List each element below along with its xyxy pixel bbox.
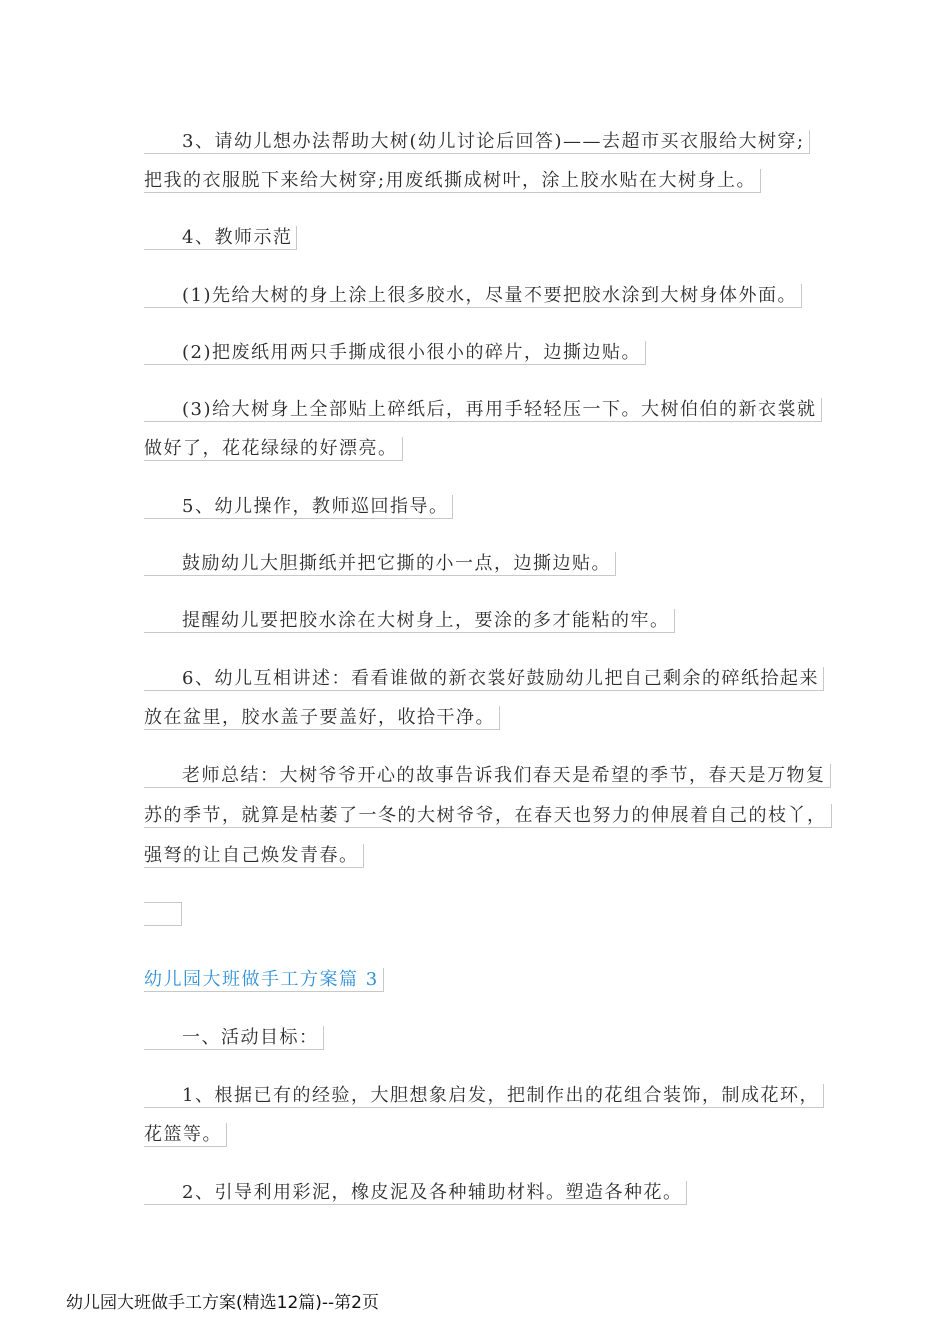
paragraph-3-line-1: 3、请幼儿想办法帮助大树(幼儿讨论后回答)——去超市买衣服给大树穿; (144, 130, 810, 154)
paragraph-5-note-2: 提醒幼儿要把胶水涂在大树身上，要涂的多才能粘的牢。 (144, 609, 675, 633)
paragraph-5-note-1: 鼓励幼儿大胆撕纸并把它撕的小一点，边撕边贴。 (144, 552, 616, 576)
summary-line-3: 强弩的让自己焕发青春。 (144, 844, 364, 868)
paragraph-4-step-2: (2)把废纸用两只手撕成很小很小的碎片，边撕边贴。 (144, 341, 646, 365)
empty-paragraph-box (144, 902, 182, 926)
goal-1-line-1: 1、根据已有的经验，大胆想象启发，把制作出的花组合装饰，制成花环， (144, 1084, 824, 1108)
page-footer: 幼儿园大班做手工方案(精选12篇)--第2页 (66, 1293, 379, 1313)
paragraph-4-step-1: (1)先给大树的身上涂上很多胶水，尽量不要把胶水涂到大树身体外面。 (144, 284, 802, 308)
paragraph-6-line-2: 放在盆里，胶水盖子要盖好，收拾干净。 (144, 706, 500, 730)
summary-line-1: 老师总结：大树爷爷开心的故事告诉我们春天是希望的季节，春天是万物复 (144, 764, 831, 788)
paragraph-4-step-3-line-1: (3)给大树身上全部贴上碎纸后，再用手轻轻压一下。大树伯伯的新衣裳就 (144, 398, 822, 422)
paragraph-4-line-1: 4、教师示范 (144, 226, 297, 250)
section-heading: 幼儿园大班做手工方案篇 3 (144, 968, 384, 992)
paragraph-6-line-1: 6、幼儿互相讲述：看看谁做的新衣裳好鼓励幼儿把自己剩余的碎纸拾起来 (144, 667, 824, 691)
goal-2-line-1: 2、引导利用彩泥，橡皮泥及各种辅助材料。塑造各种花。 (144, 1181, 687, 1205)
paragraph-3-line-2: 把我的衣服脱下来给大树穿;用废纸撕成树叶，涂上胶水贴在大树身上。 (144, 169, 761, 193)
paragraph-5-line-1: 5、幼儿操作，教师巡回指导。 (144, 495, 453, 519)
summary-line-2: 苏的季节，就算是枯萎了一冬的大树爷爷，在春天也努力的伸展着自己的枝丫， (144, 804, 832, 828)
activity-goals-heading: 一、活动目标： (144, 1026, 324, 1050)
paragraph-4-step-3-line-2: 做好了，花花绿绿的好漂亮。 (144, 437, 403, 461)
goal-1-line-2: 花篮等。 (144, 1123, 227, 1147)
